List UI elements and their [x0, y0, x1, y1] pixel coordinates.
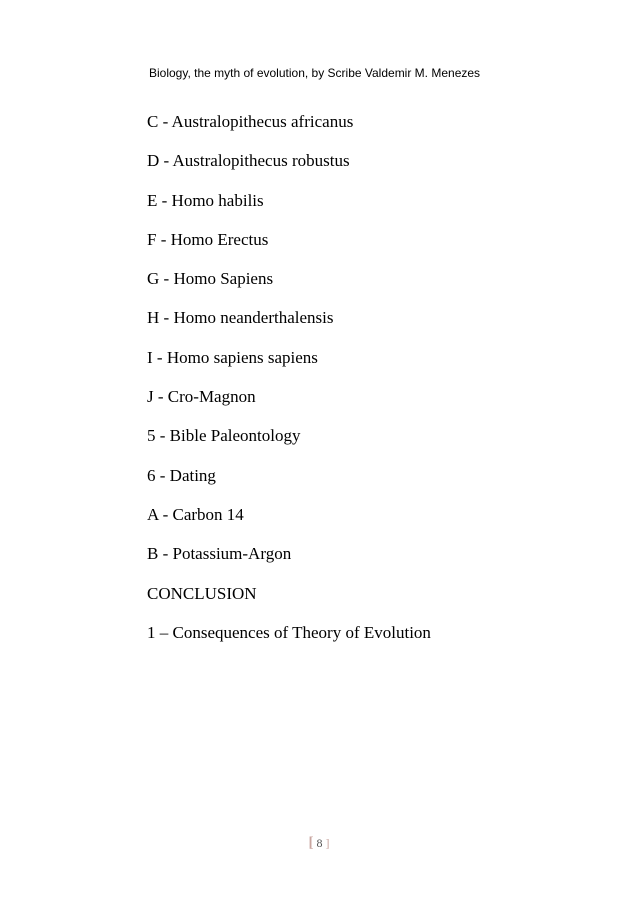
toc-entry: 1 – Consequences of Theory of Evolution	[147, 622, 431, 642]
toc-entry: H - Homo neanderthalensis	[147, 308, 334, 328]
page-number-bracket-left: [	[308, 835, 314, 851]
toc-entry: F - Homo Erectus	[147, 229, 269, 249]
running-header: Biology, the myth of evolution, by Scribe Valdemir M. Menezes	[149, 66, 481, 80]
toc-entry: 5 - Bible Paleontology	[147, 426, 301, 446]
toc-entry: A - Carbon 14	[147, 504, 244, 524]
page-number-value: 8	[316, 836, 323, 850]
toc-entry: J - Cro-Magnon	[147, 387, 256, 407]
toc-entry: C - Australopithecus africanus	[147, 112, 354, 131]
table-of-contents	[147, 111, 431, 661]
toc-entry: CONCLUSION	[147, 583, 257, 603]
page-number-bracket-right: ]	[325, 836, 330, 850]
toc-entry: G - Homo Sapiens	[147, 269, 274, 289]
toc-entry: D - Australopithecus robustus	[147, 151, 350, 171]
toc-entry: B - Potassium-Argon	[147, 544, 292, 564]
page-number	[0, 835, 638, 852]
toc-entry: I - Homo sapiens sapiens	[147, 347, 318, 367]
toc-entry: E - Homo habilis	[147, 190, 264, 210]
toc-entry: 6 - Dating	[147, 465, 216, 485]
